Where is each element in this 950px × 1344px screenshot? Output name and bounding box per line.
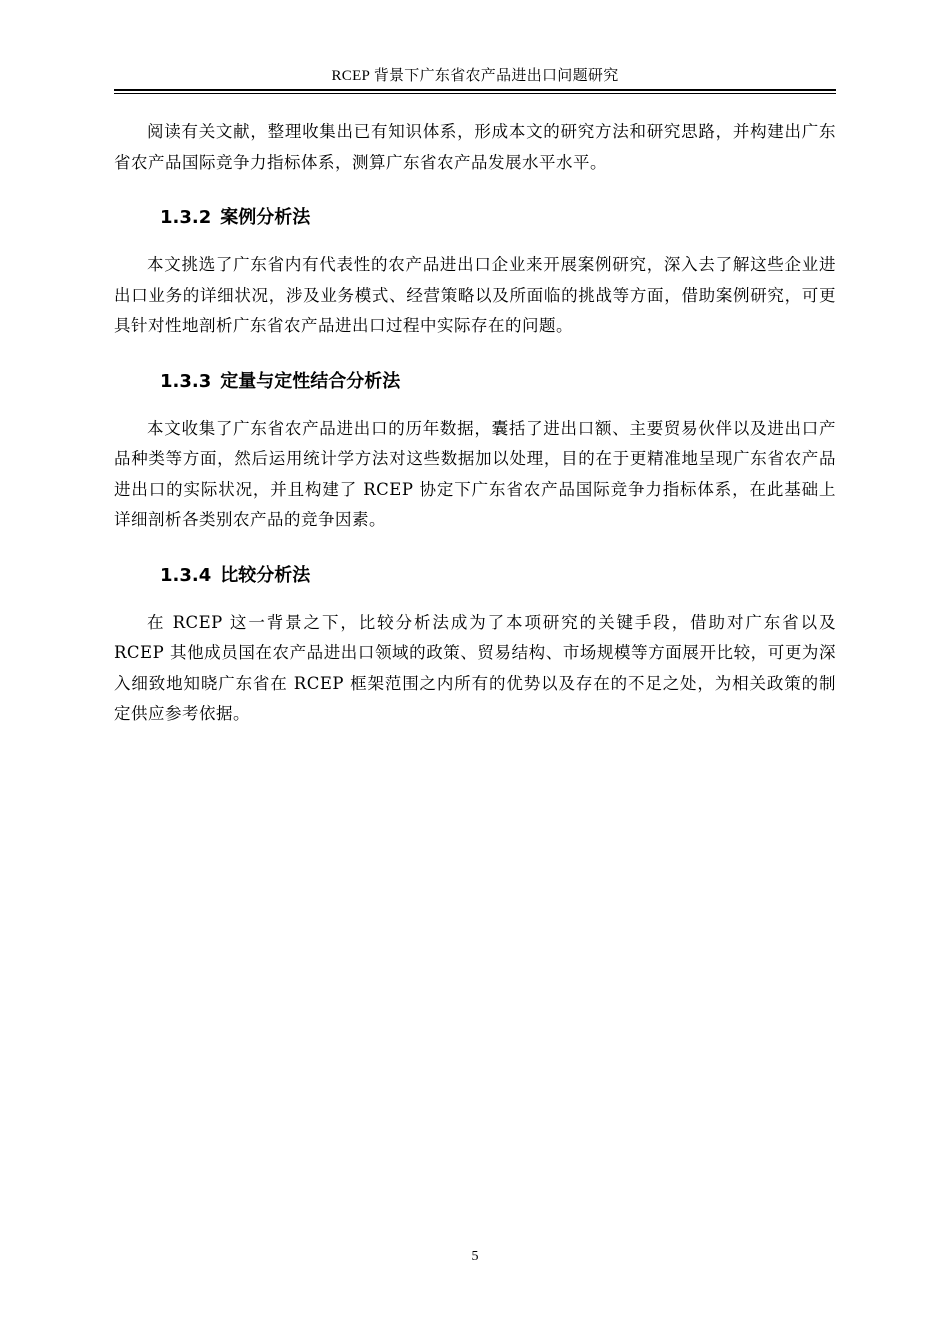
section-paragraph: 本文挑选了广东省内有代表性的农产品进出口企业来开展案例研究，深入去了解这些企业进出口业务的详细状况，涉及业务模式、经营策略以及所面临的挑战等方面，借助案例研究，可更具针对性地剖析广东省农产品进出口过程中实际存在的问题。 (114, 255, 836, 335)
body-text (114, 117, 836, 730)
section-number: 1.3.2 (160, 207, 212, 228)
header-rule-secondary (114, 93, 836, 94)
running-header: RCEP 背景下广东省农产品进出口问题研究 (331, 68, 619, 84)
section-heading-1-3-3 (114, 370, 836, 394)
section-title: 案例分析法 (220, 207, 311, 228)
section-heading-1-3-2 (114, 206, 836, 230)
section-paragraph: 本文收集了广东省农产品进出口的历年数据，囊括了进出口额、主要贸易伙伴以及进出口产品种类等方面，然后运用统计学方法对这些数据加以处理，目的在于更精准地呈现广东省农产品进出口的实际状况，并且构建了 RCEP 协定下广东省农产品国际竞争力指标体系，在此基础上详细剖析各类别农产品的竞争因素。 (114, 418, 836, 529)
section-paragraph: 在 RCEP 这一背景之下，比较分析法成为了本项研究的关键手段，借助对广东省以及 RCEP 其他成员国在农产品进出口领域的政策、贸易结构、市场规模等方面展开比较，可更为深入细致地知晓广东省在 RCEP 框架范围之内所有的优势以及存在的不足之处，为相关政策的制定供应参考依据。 (114, 612, 836, 723)
section-title: 定量与定性结合分析法 (220, 370, 401, 392)
section-title: 比较分析法 (220, 564, 311, 586)
section-number: 1.3.4 (160, 564, 212, 586)
section-number: 1.3.3 (160, 370, 212, 392)
page-number: 5 (471, 1249, 479, 1264)
header-rule (114, 89, 836, 91)
section-heading-1-3-4 (114, 564, 836, 588)
intro-paragraph: 阅读有关文献，整理收集出已有知识体系，形成本文的研究方法和研究思路，并构建出广东省农产品国际竞争力指标体系，测算广东省农产品发展水平水平。 (114, 122, 836, 172)
